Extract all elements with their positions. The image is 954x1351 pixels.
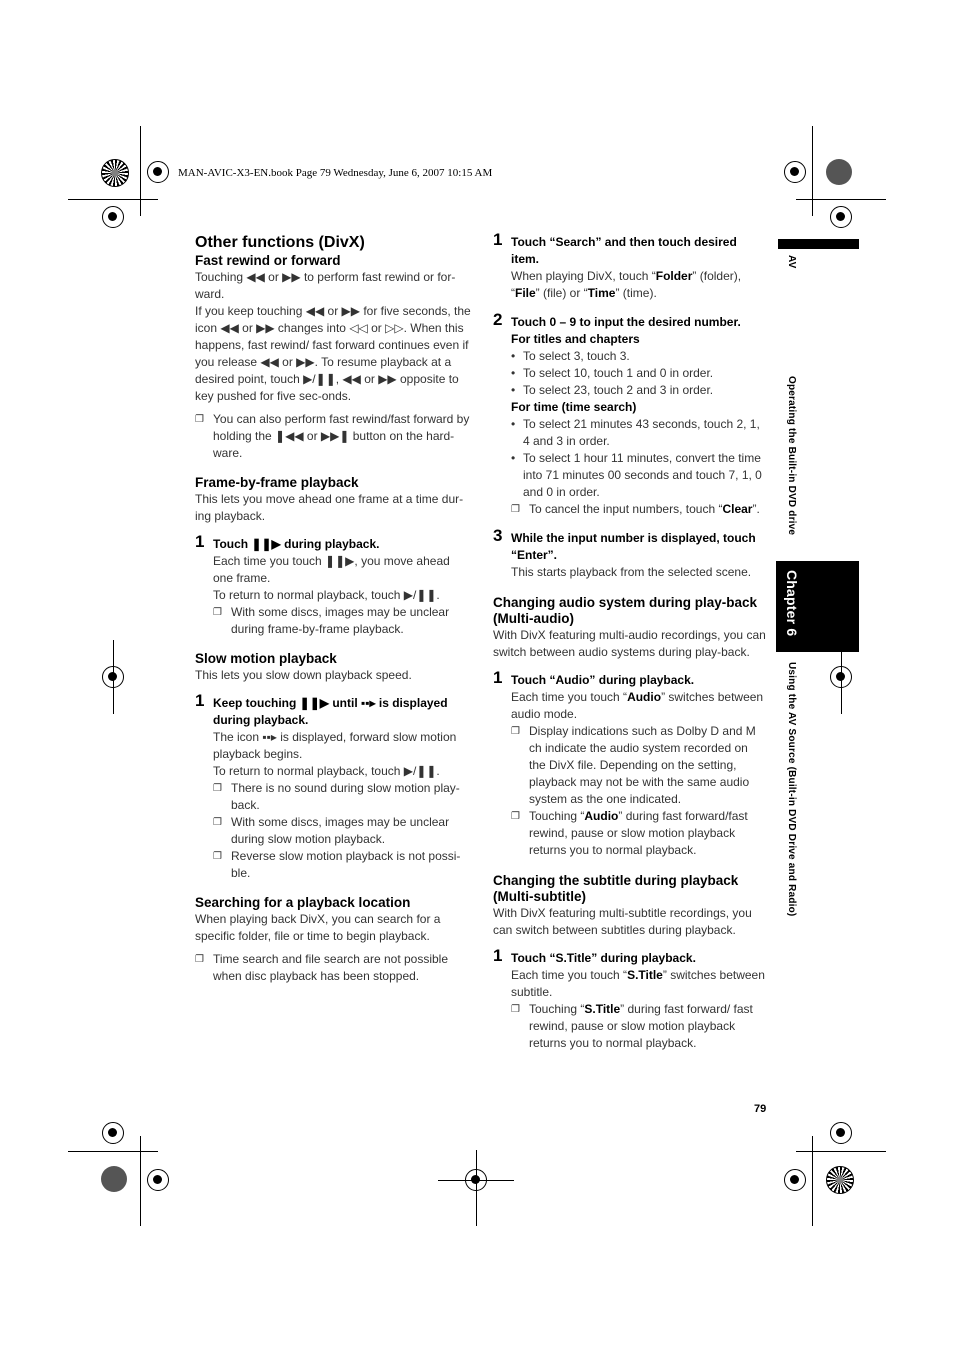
step bbox=[195, 691, 473, 882]
color-bar-mark bbox=[101, 159, 129, 187]
subsection-label: Using the AV Source (Built-in DVD Drive and Radio) bbox=[786, 662, 797, 917]
step bbox=[493, 310, 767, 518]
registration-mark bbox=[102, 666, 124, 688]
chapter-label: Chapter 6 bbox=[784, 570, 800, 637]
bullet: • To select 10, touch 1 and 0 in order. bbox=[511, 365, 767, 382]
step bbox=[195, 532, 473, 638]
crop-mark bbox=[812, 126, 813, 216]
section-heading: Slow motion playback bbox=[195, 651, 337, 666]
registration-mark bbox=[102, 1122, 124, 1144]
step-title: Touch “Audio” during playback. bbox=[511, 673, 695, 687]
registration-mark bbox=[784, 1169, 806, 1191]
crop-mark bbox=[812, 1136, 813, 1226]
subheading: For titles and chapters bbox=[511, 332, 640, 346]
paragraph: With DivX featuring multi-subtitle recordings, you can switch between subtitles during playback. bbox=[493, 906, 752, 937]
step-title: Keep touching ❚❚▶ until ▪▪▸ is displayed during playback. bbox=[213, 696, 448, 727]
registration-mark bbox=[465, 1169, 487, 1191]
paragraph: To return to normal playback, touch ▶/❚❚. bbox=[213, 764, 440, 778]
step-number: 3 bbox=[493, 526, 503, 545]
bullet: • To select 21 minutes 43 seconds, touch 2, 1, 4 and 3 in order. bbox=[511, 416, 767, 450]
left-column bbox=[195, 233, 473, 985]
step-number: 2 bbox=[493, 310, 503, 329]
registration-mark bbox=[784, 161, 806, 183]
step-title: Touch 0 – 9 to input the desired number. bbox=[511, 315, 741, 329]
section-label: Operating the Built-in DVD drive bbox=[786, 376, 797, 536]
print-header: MAN-AVIC-X3-EN.book Page 79 Wednesday, June 6, 2007 10:15 AM bbox=[178, 167, 493, 179]
step bbox=[493, 526, 767, 581]
page-title: Other functions (DivX) bbox=[195, 234, 365, 251]
step-number: 1 bbox=[195, 691, 205, 710]
registration-mark bbox=[830, 206, 852, 228]
step bbox=[493, 230, 767, 302]
registration-mark bbox=[102, 206, 124, 228]
step-title: Touch ❚❚▶ during playback. bbox=[213, 537, 380, 551]
registration-mark bbox=[147, 1169, 169, 1191]
registration-mark bbox=[830, 1122, 852, 1144]
step bbox=[493, 668, 767, 859]
paragraph: If you keep touching ◀◀ or ▶▶ for five seconds, the icon ◀◀ or ▶▶ changes into ◁◁ or ▷▷. When this happens, fast rewind/ fast forward continues even if you release ◀◀ or ▶▶. To resume playback at a desired point, touch ▶/❚❚, ◀◀ or ▶▶ opposite to key pushed for five sec-onds. bbox=[195, 304, 471, 403]
paragraph: To return to normal playback, touch ▶/❚❚. bbox=[213, 588, 440, 602]
crop-mark bbox=[68, 199, 158, 200]
bullet: • To select 1 hour 11 minutes, convert the time into 71 minutes 00 seconds and touch 7, 1, 0 and 0 in order. bbox=[511, 450, 767, 501]
crop-mark bbox=[68, 1151, 158, 1152]
av-tab-bar bbox=[778, 239, 859, 249]
paragraph: This starts playback from the selected scene. bbox=[511, 565, 752, 579]
paragraph: The icon ▪▪▸ is displayed, forward slow motion playback begins. bbox=[213, 730, 457, 761]
registration-mark bbox=[147, 161, 169, 183]
registration-mark bbox=[830, 666, 852, 688]
paragraph: This lets you slow down playback speed. bbox=[195, 668, 412, 682]
paragraph: This lets you move ahead one frame at a time dur-ing playback. bbox=[195, 492, 464, 523]
note: ❐ Touching “S.Title” during fast forward/ fast rewind, pause or slow motion playback returns you to normal playback. bbox=[511, 1001, 767, 1052]
paragraph: Each time you touch “S.Title” switches between subtitle. bbox=[511, 968, 765, 999]
note: ❐ There is no sound during slow motion play-back. bbox=[213, 780, 473, 814]
right-column bbox=[493, 230, 767, 1052]
page-number: 79 bbox=[754, 1103, 767, 1115]
av-label: AV bbox=[786, 255, 797, 269]
step-number: 1 bbox=[195, 532, 205, 551]
crop-mark bbox=[796, 199, 886, 200]
note: ❐ You can also perform fast rewind/fast forward by holding the ❚◀◀ or ▶▶❚ button on the hard-ware. bbox=[195, 411, 473, 462]
step-number: 1 bbox=[493, 946, 503, 965]
step-number: 1 bbox=[493, 668, 503, 687]
note: ❐ With some discs, images may be unclear during frame-by-frame playback. bbox=[213, 604, 473, 638]
step-title: Touch “S.Title” during playback. bbox=[511, 951, 696, 965]
section-heading: Changing audio system during play-back (Multi-audio) bbox=[493, 595, 758, 626]
color-bar-mark bbox=[826, 1166, 854, 1194]
paragraph: When playing back DivX, you can search for a specific folder, file or time to begin playback. bbox=[195, 912, 441, 943]
paragraph: Touching ◀◀ or ▶▶ to perform fast rewind or for-ward. bbox=[195, 270, 456, 301]
crop-mark bbox=[140, 1136, 141, 1226]
note: ❐ Touching “Audio” during fast forward/fast rewind, pause or slow motion playback returns you to normal playback. bbox=[511, 808, 767, 859]
paragraph: With DivX featuring multi-audio recordings, you can switch between audio systems during play-back. bbox=[493, 628, 766, 659]
section-heading: Changing the subtitle during playback (Multi-subtitle) bbox=[493, 873, 739, 904]
step-number: 1 bbox=[493, 230, 503, 249]
paragraph: When playing DivX, touch “Folder” (folder), “File” (file) or “Time” (time). bbox=[511, 269, 742, 300]
paragraph: Each time you touch ❚❚▶, you move ahead one frame. bbox=[213, 554, 450, 585]
step-title: Touch “Search” and then touch desired item. bbox=[511, 235, 737, 266]
subheading: For time (time search) bbox=[511, 400, 637, 414]
crop-mark bbox=[140, 126, 141, 216]
crop-mark bbox=[796, 1151, 886, 1152]
note: ❐ Reverse slow motion playback is not possi-ble. bbox=[213, 848, 473, 882]
step bbox=[493, 946, 767, 1052]
paragraph: Each time you touch “Audio” switches between audio mode. bbox=[511, 690, 764, 721]
note: ❐ Time search and file search are not possible when disc playback has been stopped. bbox=[195, 951, 473, 985]
color-bar-mark bbox=[101, 1166, 127, 1192]
bullet: • To select 3, touch 3. bbox=[511, 348, 767, 365]
section-heading: Frame-by-frame playback bbox=[195, 475, 359, 490]
note: ❐ Display indications such as Dolby D and M ch indicate the audio system recorded on the DivX file. Depending on the setting, playback may not be with the same audio system as the one indicated. bbox=[511, 723, 767, 808]
bullet: • To select 23, touch 2 and 3 in order. bbox=[511, 382, 767, 399]
section-heading: Searching for a playback location bbox=[195, 895, 411, 910]
note: ❐ With some discs, images may be unclear during slow motion playback. bbox=[213, 814, 473, 848]
step-title: While the input number is displayed, touch “Enter”. bbox=[511, 531, 756, 562]
section-heading: Fast rewind or forward bbox=[195, 253, 341, 268]
color-bar-mark bbox=[826, 159, 852, 185]
note: ❐ To cancel the input numbers, touch “Clear”. bbox=[511, 501, 767, 518]
